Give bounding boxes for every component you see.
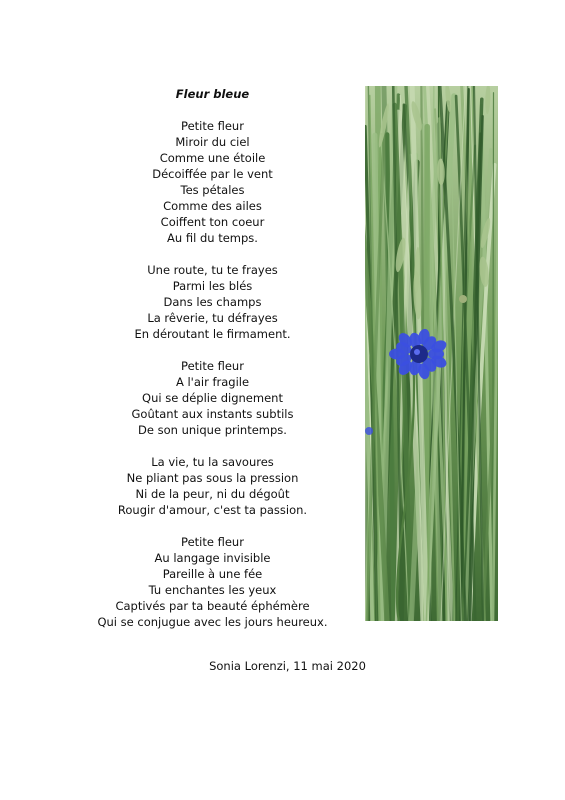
stanza	[90, 534, 335, 630]
poem-line: Au fil du temps.	[167, 231, 258, 245]
poem-line: Pareille à une fée	[162, 567, 263, 581]
flower-bud	[459, 295, 467, 303]
poem-line: Ne pliant pas sous la pression	[126, 471, 299, 485]
poem	[90, 86, 335, 630]
cornflower-illustration	[365, 86, 498, 621]
poem-line: Petite fleur	[181, 359, 244, 373]
poem-title: Fleur bleue	[175, 87, 250, 101]
poem-line: Une route, tu te frayes	[147, 263, 278, 277]
poem-line: En déroutant le firmament.	[134, 327, 291, 341]
poem-line: Tes pétales	[180, 183, 245, 197]
poem-line: La rêverie, tu défrayes	[147, 311, 278, 325]
poem-line: Petite fleur	[181, 535, 244, 549]
cornflower-highlight	[414, 349, 420, 355]
poem-line: A l'air fragile	[175, 375, 250, 389]
poem-line: Captivés par ta beauté éphémère	[115, 599, 310, 613]
poem-line: Qui se conjugue avec les jours heureux.	[97, 615, 328, 629]
poem-line: Comme des ailes	[163, 199, 262, 213]
poem-line: Goûtant aux instants subtils	[131, 407, 294, 421]
poem-line: Rougir d'amour, c'est ta passion.	[117, 503, 308, 517]
poem-line: La vie, tu la savoures	[151, 455, 274, 469]
stanza	[90, 358, 335, 438]
poem-line: Parmi les blés	[172, 279, 253, 293]
poem-line: Comme une étoile	[159, 151, 266, 165]
poem-line: Petite fleur	[181, 119, 244, 133]
poem-line: Coiffent ton coeur	[160, 215, 265, 229]
poem-line: Décoiffée par le vent	[152, 167, 273, 181]
signature: Sonia Lorenzi, 11 mai 2020	[209, 659, 366, 673]
stanza	[90, 454, 335, 518]
poem-line: Miroir du ciel	[175, 135, 250, 149]
poem-line: De son unique printemps.	[138, 423, 287, 437]
poem-line: Dans les champs	[163, 295, 262, 309]
poem-line: Qui se déplie dignement	[142, 391, 283, 405]
poem-line: Tu enchantes les yeux	[148, 583, 277, 597]
poem-line: Au langage invisible	[154, 551, 271, 565]
poem-line: Ni de la peur, ni du dégoût	[135, 487, 290, 501]
poem-stanzas	[90, 118, 335, 630]
cornflower-photo	[365, 86, 498, 621]
distant-cornflower	[365, 427, 373, 435]
stanza	[90, 262, 335, 342]
stanza	[90, 118, 335, 246]
